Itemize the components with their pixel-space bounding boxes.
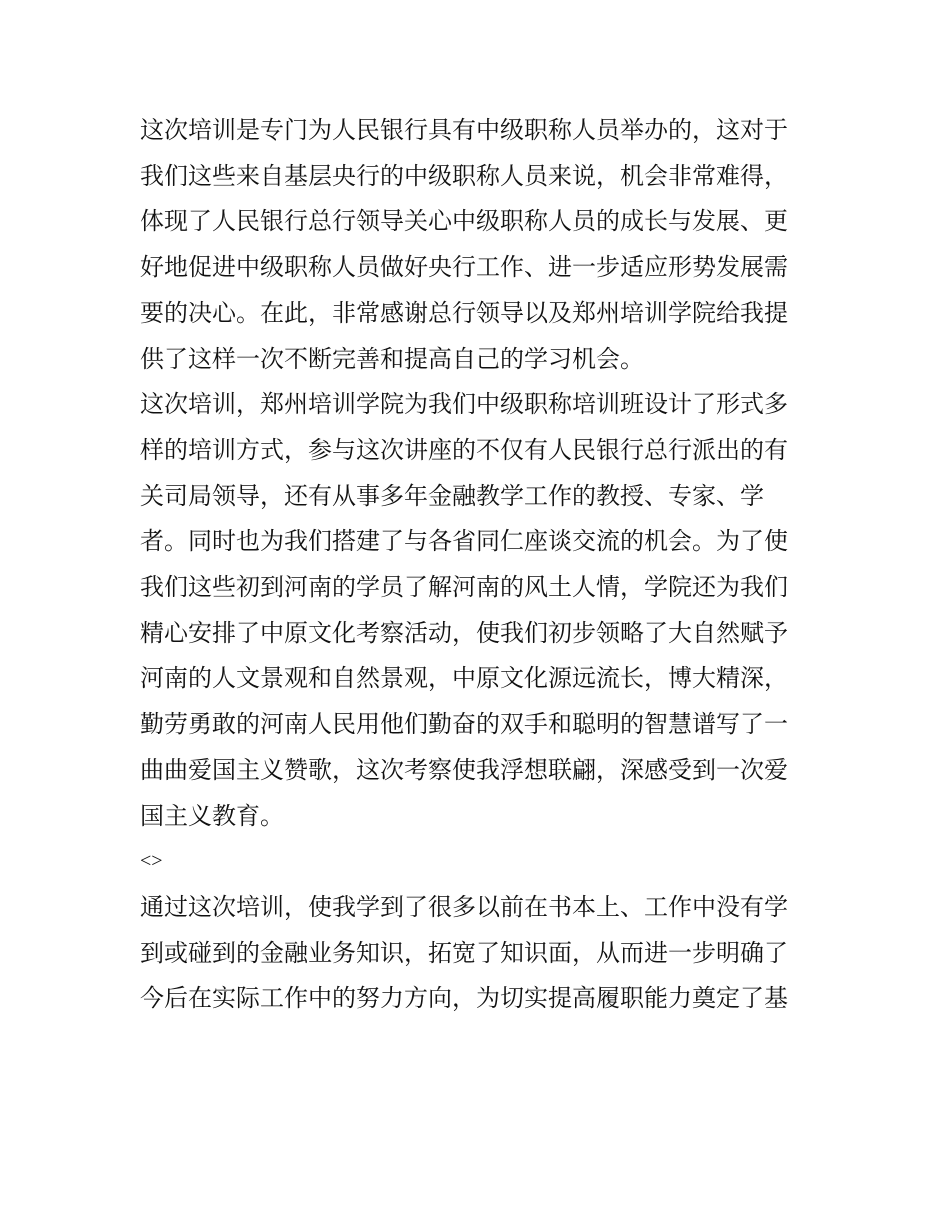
paragraph-training-format: 这次培训，郑州培训学院为我们中级职称培训班设计了形式多 样的培训方式，参与这次讲座的不仅有人民银行总行派出的有 关司局领导，还有从事多年金融教学工作的教授、专家、学 者。同时也为我们搭建了与各省同仁座谈交流的机会。为了使 我们这些初到河南的学员了解河南的风土人情，学院还为我们 精心安排了中原文化考察活动，使我们初步领略了大自然赋予 河南的人文景观和自然景观，中原文化源远流长，博大精深， 勤劳勇敢的河南人民用他们勤奋的双手和聪明的智慧谱写了一 曲曲爱国主义赞歌，这次考察使我浮想联翩，深感受到一次爱 国主义教育。 xyxy=(140,390,788,830)
paragraph-training-purpose: 这次培训是专门为人民银行具有中级职称人员举办的，这对于 我们这些来自基层央行的中级职称人员来说，机会非常难得， 体现了人民银行总行领导关心中级职称人员的成长与发展、更 好地促进中级职称人员做好央行工作、进一步适应形势发展需 要的决心。在此，非常感谢总行领导以及郑州培训学院给我提 供了这样一次不断完善和提高自己的学习机会。 xyxy=(140,116,788,373)
section-marker: <> xyxy=(140,850,163,873)
paragraph-training-results: 通过这次培训，使我学到了很多以前在书本上、工作中没有学 到或碰到的金融业务知识，拓宽了知识面，从而进一步明确了 今后在实际工作中的努力方向，为切实提高履职能力奠定了基 xyxy=(140,892,788,1013)
document-body xyxy=(140,108,820,1022)
